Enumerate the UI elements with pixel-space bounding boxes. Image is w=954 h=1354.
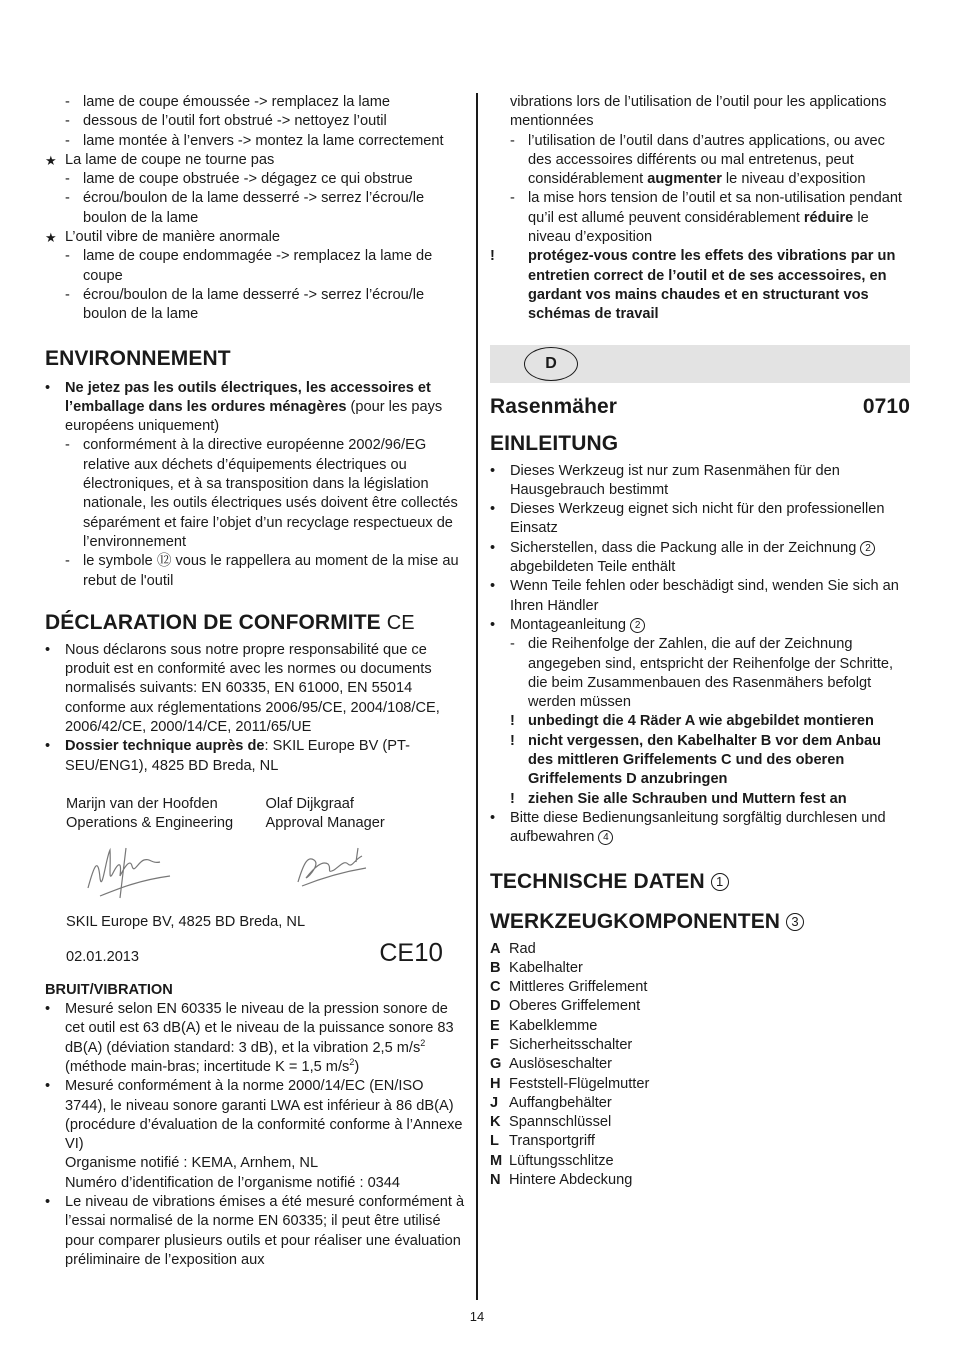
list-item: • Nous déclarons sous notre propre responsabilité que ce produit est en conformité avec les normes ou documents normalisés suivants: EN 60335, EN 61000, EN 55014 conforme aux réglementations 2006/95/CE, 2004/108/CE, 2006/42/CE, 2000/14/CE, 2011/65/UE <box>45 641 440 736</box>
list-item: • Sicherstellen, dass die Packung alle in der Zeichnung 2 abgebildeten Teile enthält <box>490 539 910 578</box>
list-item: - conformément à la directive européenne 2002/96/EG relative aux déchets d’équipements électriques ou électroniques, et à sa transposition dans la législation nationale, les outils électriques usés doivent être collectés séparément et faire l’objet d’un recyclage respectueux de l’environnement <box>65 437 458 550</box>
environment-heading: ENVIRONNEMENT <box>45 346 231 370</box>
product-title-row <box>490 395 910 419</box>
components-heading: WERKZEUGKOMPONENTEN 3 <box>490 910 910 934</box>
list-item: • Bitte diese Bedienungsanleitung sorgfältig durchlesen und aufbewahren 4 <box>490 809 886 846</box>
list-item: - l’utilisation de l’outil dans d’autres applications, ou avec des accessoires différents ou mal entretenus, peut considérablement augmenter le niveau d’exposition <box>510 132 885 188</box>
list-item: - le symbole ⑫ vous le rappellera au moment de la mise au rebut de l'outil <box>65 553 459 589</box>
components-list <box>490 940 910 1191</box>
list-item: - dessous de l’outil fort obstrué -> nettoyez l’outil <box>65 113 387 130</box>
signatories <box>66 795 465 834</box>
list-item: • Dossier technique auprès de: SKIL Europe BV (PT-SEU/ENG1), 4825 BD Breda, NL <box>45 738 410 774</box>
warning-item: ! ziehen Sie alle Schrauben und Muttern fest an <box>490 790 910 809</box>
signature-images <box>66 834 465 909</box>
component-item: M Lüftungsschlitze <box>490 1152 614 1169</box>
figure-ref-icon: 1 <box>711 873 729 891</box>
ce-mark-icon: CE <box>386 611 415 634</box>
list-item: • Dieses Werkzeug eignet sich nicht für den professionellen Einsatz <box>490 501 885 537</box>
exclamation-icon: ! <box>490 248 495 265</box>
left-column <box>45 93 465 1270</box>
environment-list <box>45 379 465 591</box>
language-bar <box>490 345 910 383</box>
component-item: A Rad <box>490 940 536 957</box>
warning-item: ! unbedingt die 4 Räder A wie abgebildet montieren <box>490 712 910 731</box>
component-item: C Mittleres Griffelement <box>490 979 648 996</box>
figure-ref-icon: 3 <box>786 913 804 931</box>
list-item: - lame de coupe obstruée -> dégagez ce qui obstrue <box>65 171 413 188</box>
right-column <box>490 93 910 1190</box>
component-item: H Feststell-Flügelmutter <box>490 1075 650 1092</box>
list-item: - lame de coupe endommagée -> remplacez la lame de coupe <box>65 248 433 284</box>
ce-mark-icon: CE <box>379 938 415 967</box>
date-row <box>66 936 465 967</box>
list-item: ★ L’outil vibre de manière anormale <box>45 228 465 247</box>
list-item: • Ne jetez pas les outils électriques, les accessoires et l’emballage dans les ordures ménagères (pour les pays européens uniquement) <box>45 379 443 435</box>
date: 02.01.2013 <box>66 948 140 965</box>
component-item: E Kabelklemme <box>490 1017 598 1034</box>
signatory-1: Marijn van der Hoofden Operations & Engineering <box>66 795 234 832</box>
warning-item: ! nicht vergessen, den Kabelhalter B vor dem Anbau des mittleren Griffelements C und des oberen Griffelements D anzubringen <box>510 732 882 788</box>
component-item: J Auffangbehälter <box>490 1094 612 1111</box>
list-item: • Mesuré selon EN 60335 le niveau de la pression sonore de cet outil est 63 dB(A) et le niveau de la puissance sonore 83 dB(A) (déviation standard: 3 dB), et la vibration 2,5 $m/s^2$ (méthode main-bras; incertitude K = 1,5 $m/s^2$) <box>45 1001 454 1075</box>
figure-ref-icon: 4 <box>598 830 613 845</box>
list-item: ★ La lame de coupe ne tourne pas <box>45 151 465 170</box>
exclamation-icon: ! <box>510 790 515 807</box>
vibration-list <box>490 132 910 325</box>
list-item: • Montageanleitung 2 <box>490 616 910 635</box>
warning-item: ! protégez-vous contre les effets des vibrations par un entretien correct de l’outil et de ses accessoires, en gardant vos mains chaudes et en structurant vos schémas de travail <box>490 248 896 323</box>
component-item: D Oberes Griffelement <box>490 998 641 1015</box>
company-address: SKIL Europe BV, 4825 BD Breda, NL <box>66 913 306 930</box>
component-item: L Transportgriff <box>490 1133 595 1150</box>
vibration-continued: vibrations lors de l’utilisation de l’outil pour les applications mentionnées <box>510 94 887 130</box>
einleitung-list <box>490 462 910 848</box>
troubleshooting-list <box>45 93 465 325</box>
star-icon: ★ <box>45 152 57 168</box>
symbol-12-icon: ⑫ <box>156 553 172 570</box>
list-item: - die Reihenfolge der Zahlen, die auf der Zeichnung angegeben sind, entspricht der Reihenfolge der Schritte, die beim Zusammenbauen des Rasenmähers befolgt werden müssen <box>510 636 894 711</box>
einleitung-heading: EINLEITUNG <box>490 431 619 455</box>
tech-data-heading: TECHNISCHE DATEN 1 <box>490 870 910 894</box>
figure-ref-icon: 2 <box>630 618 645 633</box>
noise-list <box>45 1000 465 1270</box>
list-item: • Mesuré conformément à la norme 2000/14/EC (EN/ISO 3744), le niveau sonore garanti LWA est inférieur à 86 dB(A) (procédure d’évaluation de la conformité conforme à l’Annexe VI) Organisme notifié : KEMA, Arnhem, NL Numéro d’identification de l’organisme notifié : 0344 <box>45 1078 463 1191</box>
page-number: 14 <box>469 1309 485 1324</box>
noise-heading: BRUIT/VIBRATION <box>45 981 173 998</box>
component-item: F Sicherheitsschalter <box>490 1036 633 1053</box>
exclamation-icon: ! <box>510 713 515 730</box>
list-item: - écrou/boulon de la lame desserré -> serrez l’écrou/le boulon de la lame <box>65 286 425 323</box>
list-item: - écrou/boulon de la lame desserré -> serrez l’écrou/le boulon de la lame <box>65 190 425 226</box>
figure-ref-icon: 2 <box>860 541 875 556</box>
signature-1-icon <box>80 838 180 902</box>
component-item: N Hintere Abdeckung <box>490 1172 633 1189</box>
declaration-heading: DÉCLARATION DE CONFORMITE CE <box>45 610 415 634</box>
component-item: B Kabelhalter <box>490 959 583 976</box>
list-item: - lame de coupe émoussée -> remplacez la lame <box>65 94 391 110</box>
star-icon: ★ <box>45 230 57 246</box>
column-divider <box>476 93 478 1300</box>
product-title: Rasenmäher <box>490 394 618 418</box>
ce-year-mark: CE10 <box>379 936 443 967</box>
list-item: • Wenn Teile fehlen oder beschädigt sind, wenden Sie sich an Ihren Händler <box>490 578 899 614</box>
exclamation-icon: ! <box>510 732 515 749</box>
component-item: G Auslöseschalter <box>490 1056 613 1073</box>
list-item: - la mise hors tension de l’outil et sa non-utilisation pendant qu’il est allumé peuvent considérablement réduire le niveau d’exposition <box>510 190 902 246</box>
list-item: • Le niveau de vibrations émises a été mesuré conformément à l’essai normalisé de la norme EN 60335; il peut être utilisé pour comparer plusieurs outils et pour réaliser une évaluation préliminaire de l’exposition aux <box>45 1194 465 1268</box>
list-item: - lame montée à l’envers -> montez la lame correctement <box>65 132 444 149</box>
list-item: • Dieses Werkzeug ist nur zum Rasenmähen für den Hausgebrauch bestimmt <box>490 462 840 498</box>
declaration-list <box>45 641 465 776</box>
signatory-2: Olaf Dijkgraaf Approval Manager <box>265 795 385 832</box>
product-code: 0710 <box>862 394 910 418</box>
component-item: K Spannschlüssel <box>490 1114 612 1131</box>
signature-2-icon <box>292 842 372 890</box>
language-badge: D <box>524 347 578 381</box>
